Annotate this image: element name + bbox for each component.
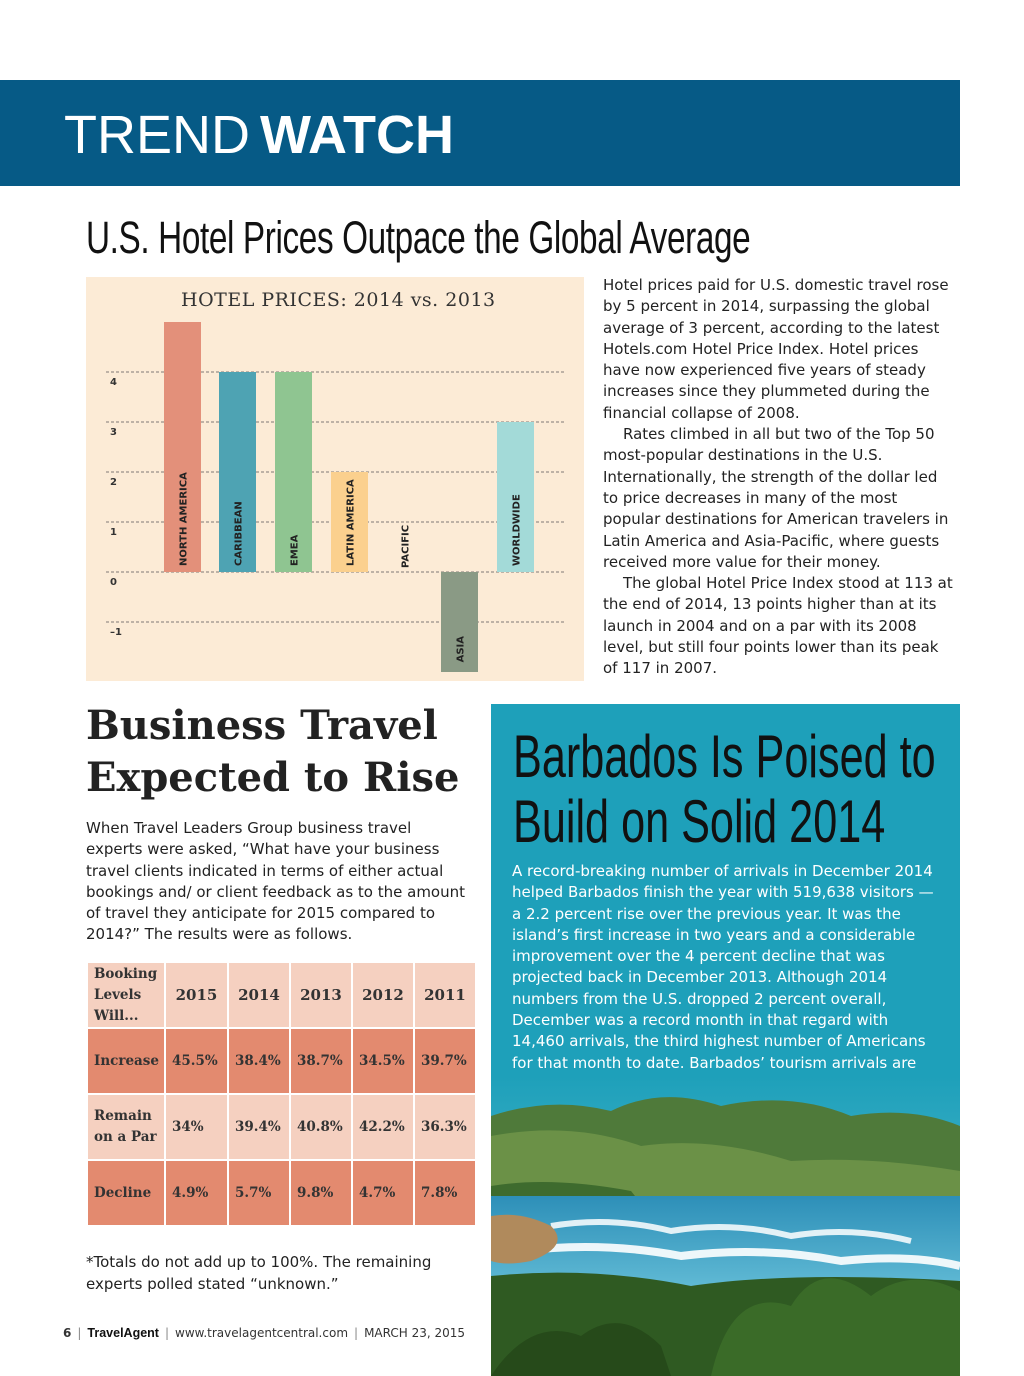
section-title-bold: WATCH [260, 105, 454, 165]
booking-levels-table [86, 961, 477, 1227]
business-travel-body: When Travel Leaders Group business travel experts were asked, “What have your business travel clients indicated in terms of either actual bookings and/ or client feedback as to the amount of travel they anticipate for 2015 compared to 2014?” The results were as follows. [86, 819, 465, 944]
business-travel-headline-line: Business Travel [86, 702, 438, 749]
business-travel-headline-line: Expected to Rise [86, 754, 460, 801]
table-cell: 42.2% [352, 1094, 414, 1160]
table-header-label: Booking Levels Will... [87, 962, 165, 1028]
bar-category-label: WORLDWIDE [511, 494, 523, 566]
y-tick-label: 4 [110, 377, 117, 388]
business-travel-headline [86, 700, 459, 804]
magazine-brand: TravelAgent [87, 1326, 159, 1340]
hotel-prices-chart [86, 277, 584, 681]
website-link[interactable]: www.travelagentcentral.com [175, 1326, 349, 1340]
table-header-year: 2014 [228, 962, 290, 1028]
bar-chart-svg [86, 277, 584, 681]
table-cell: 39.4% [228, 1094, 290, 1160]
table-cell: 36.3% [414, 1094, 476, 1160]
barbados-panel [491, 704, 960, 1376]
table-row [87, 1094, 476, 1160]
y-tick-label: –1 [110, 627, 122, 638]
table-cell: 38.7% [290, 1028, 352, 1094]
bar-category-label: CARIBBEAN [233, 501, 245, 566]
table-cell: 5.7% [228, 1160, 290, 1226]
bar-category-label: NORTH AMERICA [178, 472, 190, 566]
table-row-label: Increase [87, 1028, 165, 1094]
table-cell: 34.5% [352, 1028, 414, 1094]
page-folio: 6 | TravelAgent | www.travelagentcentral.com | MARCH 23, 2015 [63, 1326, 466, 1340]
table-header-year: 2012 [352, 962, 414, 1028]
hotel-prices-paragraph: Rates climbed in all but two of the Top 50 most-popular destinations in the U.S. Internationally, the strength of the dollar led to price decreases in many of the most popular destinations for American travelers in Latin America and Asia-Pacific, where guests received more value for their money. [603, 425, 949, 571]
barbados-headline-line: Build on Solid 2014 [513, 788, 886, 855]
barbados-headline-line: Barbados Is Poised to [513, 723, 936, 790]
barbados-body: A record-breaking number of arrivals in December 2014 helped Barbados finish the year with 519,638 visitors — a 2.2 percent rise over the previous year. It was the island’s first increase in two years and a considerable improvement over the 4 percent decline that was projected back in December 2013. Although 2014 numbers from the U.S. dropped 2 percent overall, December was a record month in that regard with 14,460 arrivals, the third highest number of Americans for that month to date. Barbados’ tourism arrivals are [512, 862, 934, 1072]
table-row [87, 1028, 476, 1094]
issue-date: MARCH 23, 2015 [364, 1326, 466, 1340]
hotel-prices-headline: U.S. Hotel Prices Outpace the Global Average [86, 212, 751, 263]
table-cell: 38.4% [228, 1028, 290, 1094]
hotel-prices-paragraph: The global Hotel Price Index stood at 113 at the end of 2014, 13 points higher than at its launch in 2004 and on a par with its 2008 level, but still four points lower than its peak of 117 in 2007. [603, 574, 953, 678]
chart-title: HOTEL PRICES: 2014 vs. 2013 [181, 289, 496, 311]
table-cell: 9.8% [290, 1160, 352, 1226]
table-header-year: 2013 [290, 962, 352, 1028]
y-tick-label: 0 [110, 577, 117, 588]
barbados-coast-photo [491, 1076, 960, 1376]
y-tick-label: 3 [110, 427, 117, 438]
y-tick-label: 2 [110, 477, 117, 488]
table-cell: 7.8% [414, 1160, 476, 1226]
table-cell: 39.7% [414, 1028, 476, 1094]
table-cell: 4.9% [165, 1160, 228, 1226]
table-header-year: 2011 [414, 962, 476, 1028]
barbados-headline [513, 724, 936, 854]
table-cell: 40.8% [290, 1094, 352, 1160]
table-cell: 45.5% [165, 1028, 228, 1094]
table-header-row [87, 962, 476, 1028]
y-tick-label: 1 [110, 527, 117, 538]
hotel-prices-body [603, 275, 953, 680]
table-header-year: 2015 [165, 962, 228, 1028]
page-number: 6 [63, 1326, 72, 1340]
bar-category-label: PACIFIC [400, 524, 412, 568]
bar-category-label: ASIA [455, 636, 467, 663]
section-title [64, 100, 454, 170]
bar-category-label: EMEA [289, 534, 301, 566]
table-row [87, 1160, 476, 1226]
section-title-light: TREND [64, 105, 250, 165]
table-row-label: Decline [87, 1160, 165, 1226]
table-cell: 34% [165, 1094, 228, 1160]
table-row-label: Remain on a Par [87, 1094, 165, 1160]
hotel-prices-paragraph: Hotel prices paid for U.S. domestic travel rose by 5 percent in 2014, surpassing the global average of 3 percent, according to the latest Hotels.com Hotel Price Index. Hotel prices have now experienced five years of steady increases since they plummeted during the financial collapse of 2008. [603, 276, 949, 422]
bar-category-label: LATIN AMERICA [345, 479, 357, 566]
table-cell: 4.7% [352, 1160, 414, 1226]
table-footnote: *Totals do not add up to 100%. The remaining experts polled stated “unknown.” [86, 1253, 432, 1293]
